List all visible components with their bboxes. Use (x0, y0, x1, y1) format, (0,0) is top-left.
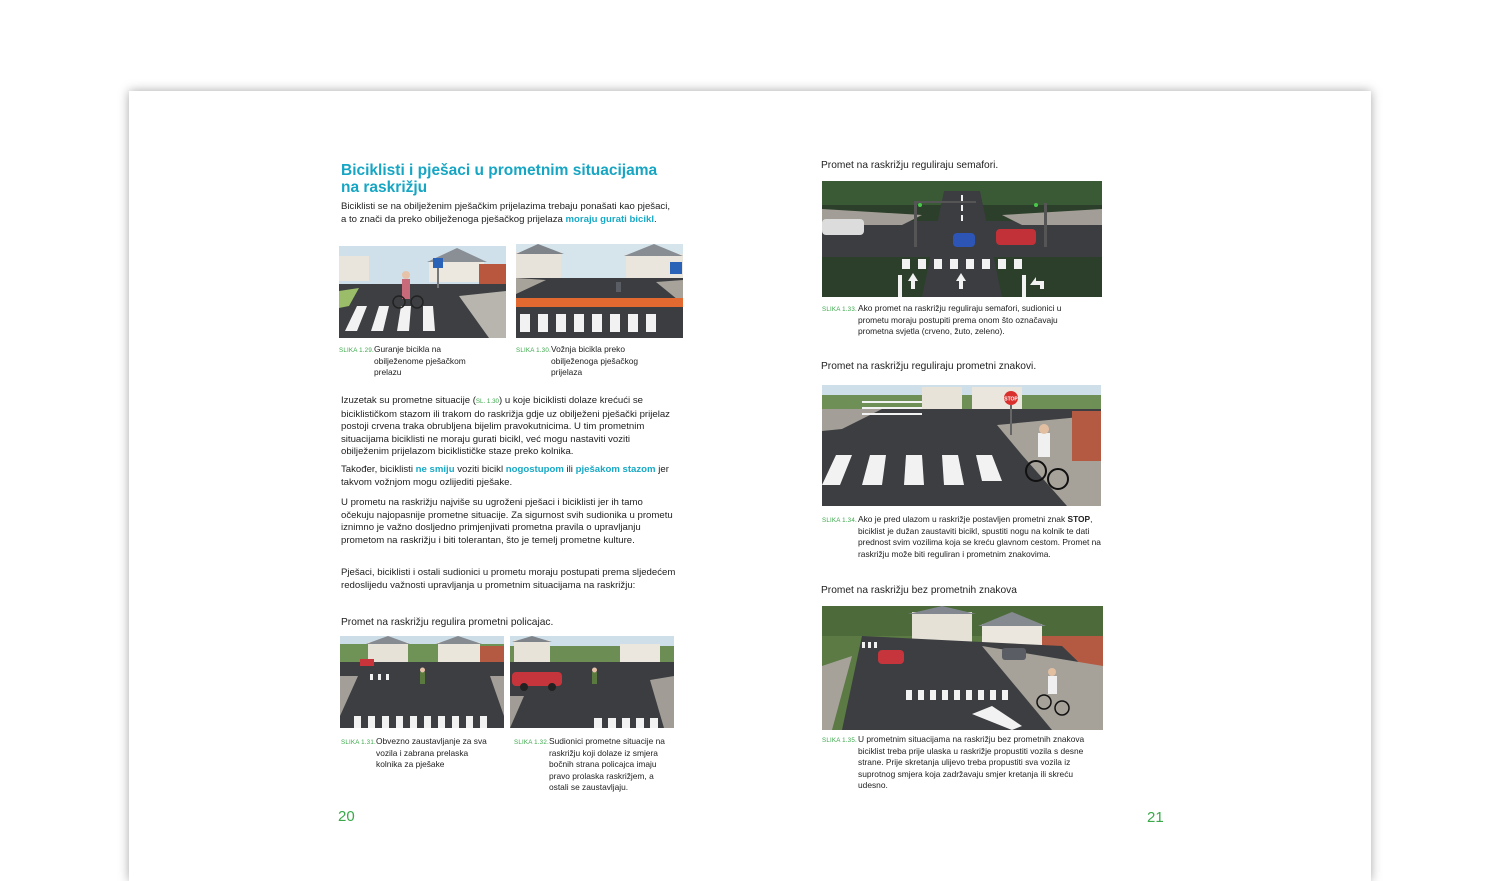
caption-text: Guranje bicikla na obilježenome pješačkom prelazu (374, 344, 466, 378)
warning-paragraph (341, 464, 681, 489)
figure-label: SLIKA 1.32. (514, 739, 549, 746)
figure-label: SLIKA 1.33. (822, 306, 857, 313)
figure-label: SLIKA 1.34. (822, 517, 857, 524)
figure-1-30-caption (516, 344, 686, 379)
figure-label: SLIKA 1.35. (822, 737, 857, 744)
no-signs-subheading: Promet na raskrižju bez prometnih znakova (821, 585, 1017, 596)
figure-reference: SL. 1.30 (475, 398, 499, 405)
intro-end: . (654, 213, 657, 225)
page-number-left: 20 (338, 808, 355, 825)
caption-text: Sudionici prometne situacije na raskrižju koji dolaze iz smjera bočnih strana policajca imaju pravo prolaska raskrižjem, a ostali se zaustavljaju. (549, 736, 665, 793)
figure-label: SLIKA 1.30. (516, 347, 551, 354)
intro-text: Biciklisti se na obilježenim pješačkim prijelazima trebaju ponašati kao pješaci, a to znači da preko obilježenoga pješačkog prijelaza (341, 201, 671, 225)
photo-police-officer-side-traffic (510, 636, 674, 728)
figure-1-32-caption (514, 736, 684, 794)
p3-highlight: pješakom stazom (575, 464, 656, 475)
photo-pushing-bicycle (339, 246, 506, 338)
safety-paragraph: U prometu na raskrižju najviše su ugroženi pješaci i biciklisti jer ih tamo očekuju najopasnije prometne situacije. Za sigurnost svih sudionika u prometu iznimno je važno dosljedno primjenjivati prometna pravila o upravljanju prometom na raskrižju i biti tolerantan, što je temelj prometne kulture. (341, 497, 673, 546)
photo-riding-bicycle-crossing (516, 244, 683, 338)
intro-highlight: moraju gurati bicikl (565, 213, 655, 225)
photo-traffic-lights-intersection (822, 181, 1102, 297)
photo-police-officer-stop (340, 636, 504, 728)
intro-paragraph (341, 201, 671, 226)
book-spread (129, 91, 1371, 881)
figure-label: SLIKA 1.29. (339, 347, 374, 354)
caption-bold: STOP (1067, 514, 1091, 524)
caption-part: , biciklist je dužan zaustaviti bicikl, spustiti nogu na kolnik te dati prednost svim vozilima koja se kreću glavnom cestom. Promet na raskrižju može biti reguliran i prometnim znakovima. (858, 514, 1101, 559)
caption-text: Ako promet na raskrižju reguliraju semafori, sudionici u prometu moraju postupiti prema onom što označavaju prometna svjetla (crveno, žuto, zeleno). (858, 303, 1062, 337)
figure-1-33-caption (822, 303, 1112, 338)
p2-text: Izuzetak su prometne situacije ( (341, 395, 476, 406)
p3-highlight: nogostupom (505, 464, 564, 475)
caption-text: Vožnja bicikla preko obilježenoga pješačkog prijelaza (551, 344, 639, 378)
caption-text (858, 514, 1102, 560)
p3-text: voziti bicikl (454, 464, 506, 475)
exception-paragraph (341, 395, 671, 459)
left-page (129, 91, 750, 881)
order-paragraph: Pješaci, biciklisti i ostali sudionici u prometu moraju postupati prema sljedećem redoslijedu važnosti upravljanja u prometnim situacijama na raskrižju: (341, 567, 676, 591)
traffic-lights-subheading: Promet na raskrižju reguliraju semafori. (821, 160, 999, 171)
police-subheading: Promet na raskrižju regulira prometni policajac. (341, 617, 554, 628)
caption-part: Ako je pred ulazom u raskrižje postavljen prometni znak (858, 514, 1068, 524)
p3-text: ili (563, 464, 576, 475)
figure-1-31-caption (341, 736, 511, 771)
right-page (750, 91, 1371, 881)
figure-1-34-caption (822, 514, 1112, 560)
caption-text: U prometnim situacijama na raskrižju bez prometnih znakova biciklist treba prije ulaska u raskrižje propustiti vozila s desne strane. Prije skretanja ulijevo treba propustiti sva vozila iz suprotnog smjera koja zadržavaju smjer kretanja ili skreću udesno. (858, 734, 1085, 791)
p3-text: jer takvom vožnjom mogu ozlijediti pješake. (341, 464, 669, 488)
figure-label: SLIKA 1.31. (341, 739, 376, 746)
caption-text: Obvezno zaustavljanje za sva vozila i zabrana prelaska kolnika za pješake (376, 736, 487, 770)
photo-stop-sign-intersection (822, 385, 1101, 506)
figure-1-35-caption (822, 734, 1112, 792)
figure-1-29-caption (339, 344, 509, 379)
page-number-right: 21 (1147, 809, 1164, 826)
section-heading: Biciklisti i pješaci u prometnim situacijama na raskrižju (341, 162, 658, 196)
stop-sign-text: STOP (1004, 396, 1018, 403)
p2-text-cont: ) u koje biciklisti dolaze krećući se biciklističkom stazom ili trakom do raskrižja gdje uz obilježeni pješački prijelaz postoji crvena traka obrubljena bijelim pravokutnicima. U tim prometnim situacijama biciklisti ne moraju gurati bicikl, već mogu nastaviti voziti obilježenim prijelazom biciklističke staze preko kolnika. (341, 395, 670, 458)
photo-intersection-without-signs (822, 606, 1103, 730)
traffic-signs-subheading: Promet na raskrižju reguliraju prometni znakovi. (821, 361, 1037, 372)
p3-highlight: ne smiju (415, 464, 455, 475)
p3-text: Također, biciklisti (341, 464, 416, 475)
